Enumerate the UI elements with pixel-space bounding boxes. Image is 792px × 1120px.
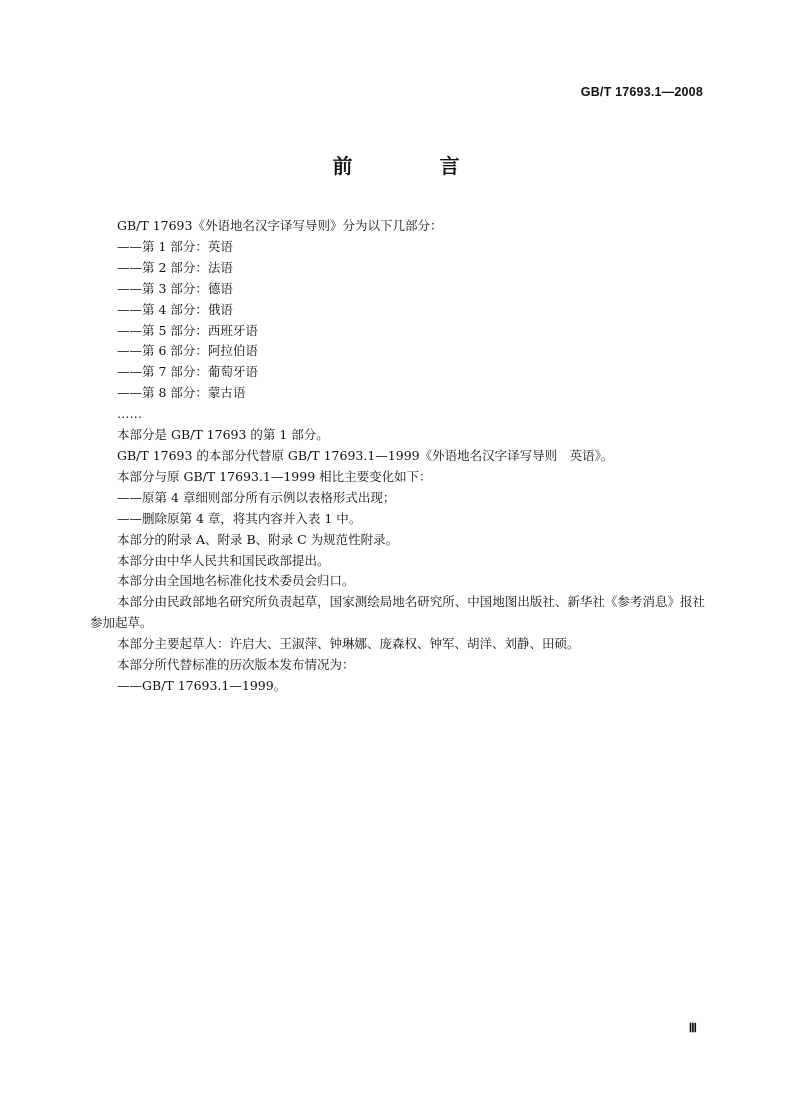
list-item-part-5: ——第 5 部分：西班牙语: [117, 322, 258, 338]
list-ellipsis: ……: [117, 406, 142, 422]
list-item-part-4: ——第 4 部分：俄语: [117, 301, 233, 317]
list-item-part-7: ——第 7 部分：葡萄牙语: [117, 364, 258, 380]
page-title: 前 言: [332, 154, 500, 178]
history-item-1: ——GB/T 17693.1—1999。: [117, 677, 287, 693]
paragraph-drafted-by: 本部分由民政部地名研究所负责起草，国家测绘局地名研究所、中国地图出版社、新华社《参考消息》报社参加起草。: [90, 594, 705, 631]
paragraph-drafters: 本部分主要起草人：许启大、王淑萍、钟琳娜、庞森权、钟军、胡洋、刘静、田硕。: [117, 636, 580, 652]
list-item-part-6: ——第 6 部分：阿拉伯语: [117, 343, 258, 359]
change-item-1: ——原第 4 章细则部分所有示例以表格形式出现；: [117, 489, 396, 505]
list-item-part-8: ——第 8 部分：蒙古语: [117, 385, 246, 401]
paragraph-administered-by: 本部分由全国地名标准化技术委员会归口。: [117, 573, 355, 589]
list-item-part-3: ——第 3 部分：德语: [117, 280, 233, 296]
paragraph-intro: GB/T 17693《外语地名汉字译写导则》分为以下几部分：: [117, 218, 443, 233]
paragraph-changes: 本部分与原 GB/T 17693.1—1999 相比主要变化如下：: [117, 468, 432, 484]
foreword-body: [90, 216, 705, 697]
change-item-2: ——删除原第 4 章，将其内容并入表 1 中。: [117, 510, 362, 526]
paragraph-replaces: GB/T 17693 的本部分代替原 GB/T 17693.1—1999《外语地名汉字译写导则 英语》。: [117, 447, 614, 463]
paragraph-scope: 本部分是 GB/T 17693 的第 1 部分。: [117, 427, 329, 443]
list-item-part-2: ——第 2 部分：法语: [117, 259, 233, 275]
list-item-part-1: ——第 1 部分：英语: [117, 238, 233, 254]
standard-code: GB/T 17693.1—2008: [580, 85, 703, 99]
paragraph-history: 本部分所代替标准的历次版本发布情况为：: [117, 657, 355, 673]
paragraph-annexes: 本部分的附录 A、附录 B、附录 C 为规范性附录。: [117, 531, 399, 547]
paragraph-proposed-by: 本部分由中华人民共和国民政部提出。: [117, 552, 330, 568]
page-number: Ⅲ: [688, 1021, 696, 1035]
